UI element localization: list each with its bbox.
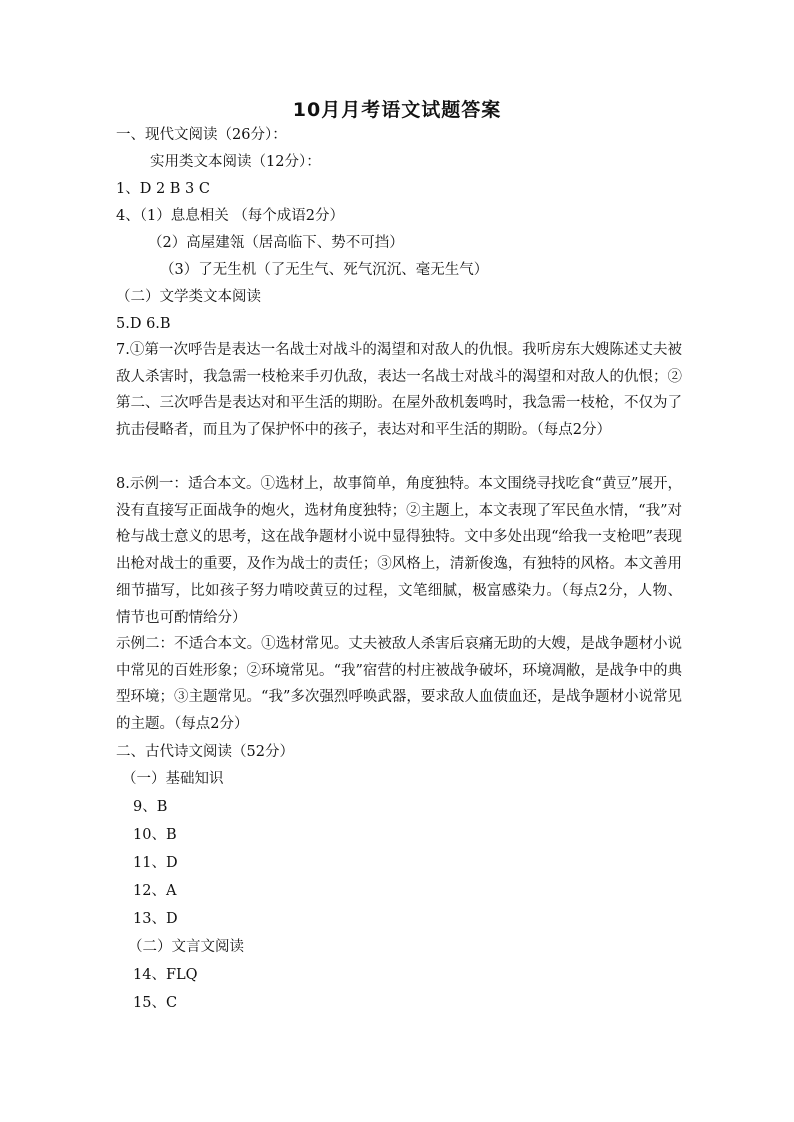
answer-q9: 9、B [133,799,168,815]
answer-q7 [116,337,682,444]
answer-q12: 12、A [133,883,177,899]
answer-q15: 15、C [133,995,178,1011]
answer-q4-3: （3）了无生机（了无生气、死气沉沉、毫无生气） [160,262,489,278]
answer-q5-6: 5.D 6.B [116,316,171,332]
page-title: 10月月考语文试题答案 [292,99,502,121]
answer-q10: 10、B [133,827,177,843]
answer-q13: 13、D [133,911,178,927]
answer-q8-example-1-text: 8.示例一：适合本文。①选材上，故事简单，角度独特。本文围绕寻找吃食“黄豆”展开，没有直接写正面战争的炮火，选材角度独特；②主题上，本文表现了军民鱼水情，“我”对枪与战士意义的思考，这在战争题材小说中显得独特。文中多处出现“给我一支枪吧”表现出枪对战士的重要，及作为战士的责任；③风格上，清新俊逸，有独特的风格。本文善用细节描写，比如孩子努力啃咬黄豆的过程，文笔细腻，极富感染力。（每点2分，人物、情节也可酌情给分） [116,476,682,626]
section-2-part-2-heading: （二）文言文阅读 [128,939,244,955]
answer-q11: 11、D [133,855,178,871]
answer-q7-text: 7.①第一次呼告是表达一名战士对战斗的渴望和对敌人的仇恨。我听房东大嫂陈述丈夫被敌人杀害时，我急需一枝枪来手刃仇敌，表达一名战士对战斗的渴望和对敌人的仇恨；②第二、三次呼告是表达对和平生活的期盼。在屋外敌机轰鸣时，我急需一枝枪，不仅为了抗击侵略者，而且为了保护怀中的孩子，表达对和平生活的期盼。（每点2分） [116,342,682,439]
section-2-heading: 二、古代诗文阅读（52分） [116,744,294,760]
section-2-part-1-heading: （一）基础知识 [122,771,224,787]
answer-q4-1: 4、（1）息息相关 （每个成语2分） [116,208,345,224]
answer-q8-example-2 [116,631,682,738]
answer-q4-2: （2）高屋建瓴（居高临下、势不可挡） [148,235,404,251]
section-1-subheading: 实用类文本阅读（12分）： [150,154,321,170]
answer-q14: 14、FLQ [133,967,198,983]
answer-q8-example-2-text: 示例二：不适合本文。①选材常见。丈夫被敌人杀害后哀痛无助的大嫂，是战争题材小说中常见的百姓形象；②环境常见。“我”宿营的村庄被战争破坏，环境凋敝，是战争中的典型环境；③主题常见。“我”多次强烈呼唤武器，要求敌人血债血还，是战争题材小说常见的主题。（每点2分） [116,636,682,733]
answer-q8-example-1 [116,471,682,631]
section-1-part-2-heading: （二）文学类文本阅读 [116,289,261,305]
section-1-heading: 一、现代文阅读（26分）： [116,127,287,143]
answer-q1-3: 1、D 2 B 3 C [116,181,210,197]
